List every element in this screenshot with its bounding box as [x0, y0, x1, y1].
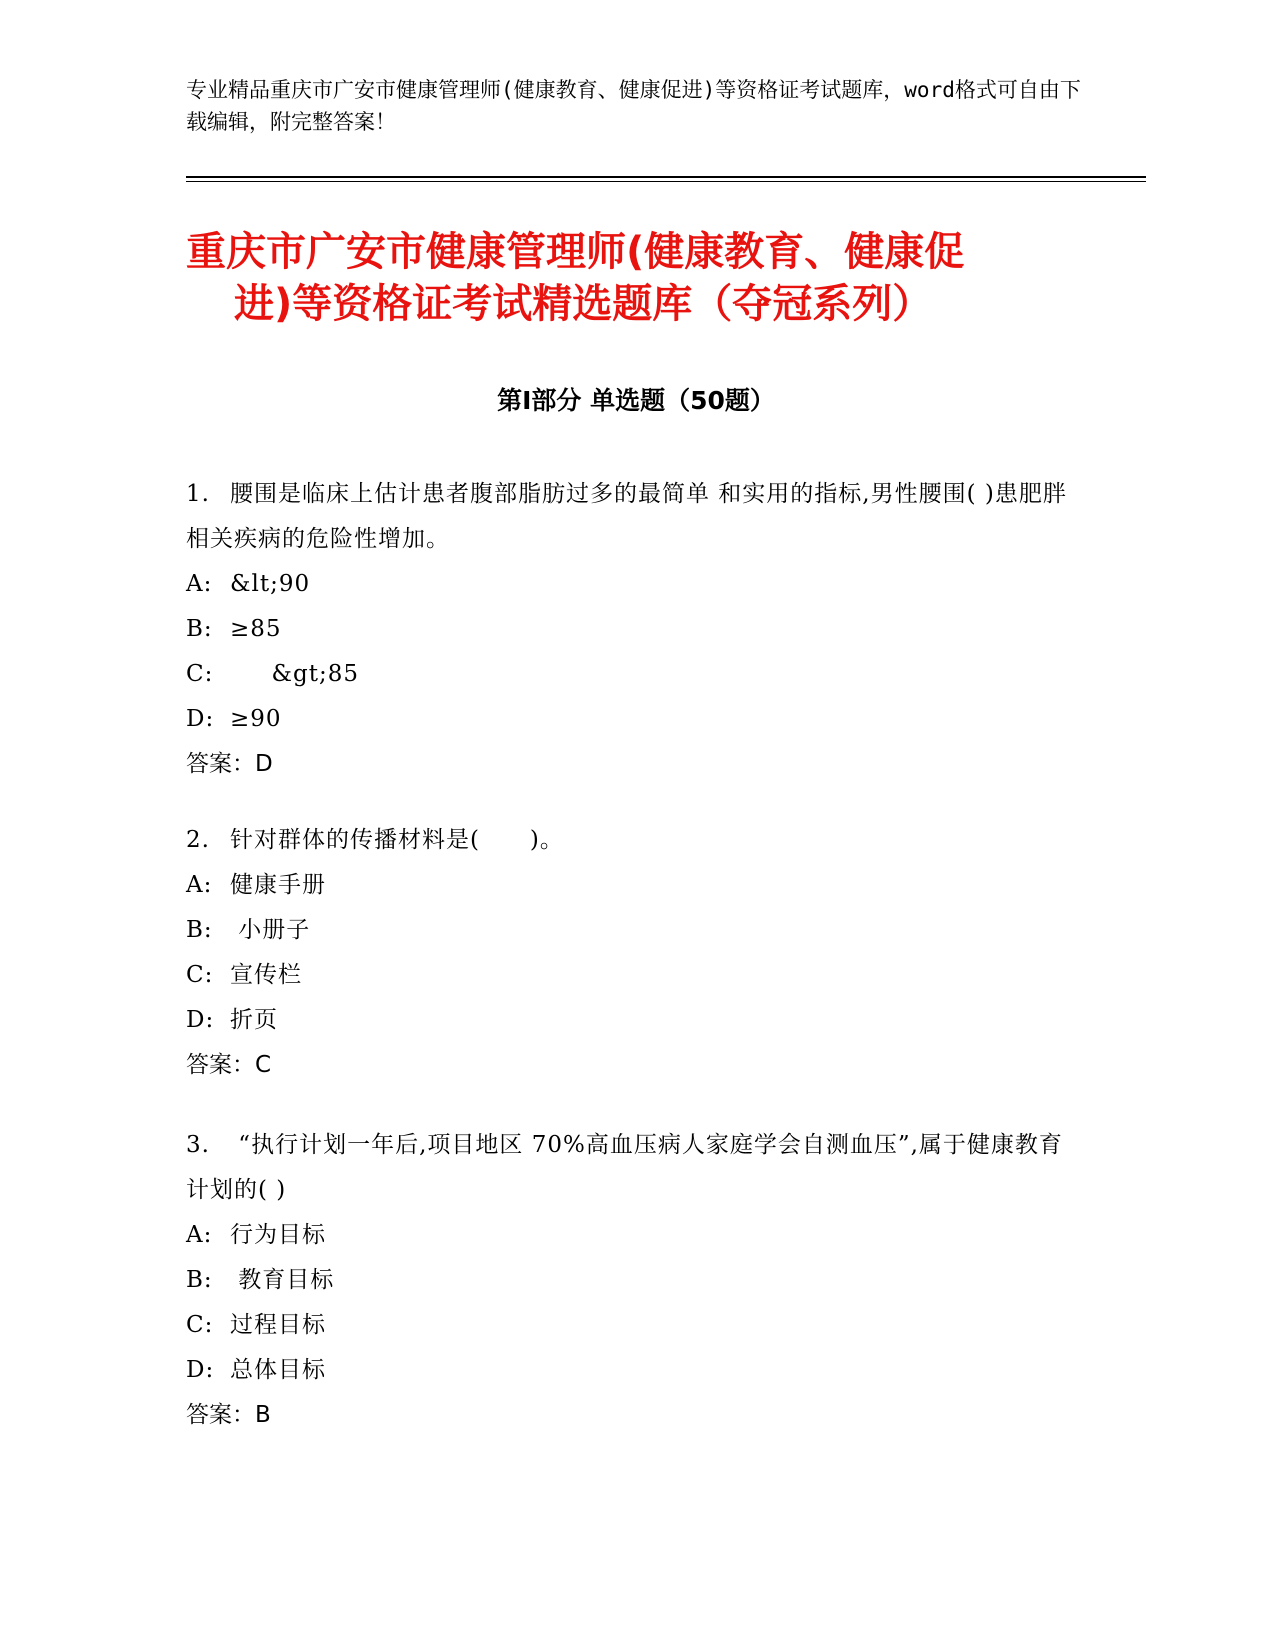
option-key: D: [186, 706, 215, 732]
option-key: B: [186, 616, 213, 642]
option-text: ≥90 [230, 706, 282, 732]
option-text: 折页 [230, 1007, 278, 1033]
option-b [186, 607, 1086, 652]
option-key: B: [186, 917, 213, 943]
option-c [186, 652, 1086, 697]
option-key: D: [186, 1357, 215, 1383]
option-key: C: [186, 962, 214, 988]
question-3 [186, 1123, 1086, 1438]
option-text: 宣传栏 [230, 962, 302, 988]
question-stem: “执行计划一年后,项目地区 70%高血压病人家庭学会自测血压”,属于健康教育计划的( ) [186, 1132, 1063, 1203]
option-c [186, 1303, 1086, 1348]
option-d [186, 998, 1086, 1043]
question-text [186, 818, 1086, 863]
option-text: 健康手册 [230, 872, 326, 898]
option-key: B: [186, 1267, 213, 1293]
title-line-1: 重庆市广安市健康管理师(健康教育、健康促 [186, 229, 965, 275]
option-key: C: [186, 1312, 214, 1338]
option-a [186, 863, 1086, 908]
question-number: 1. [186, 481, 210, 507]
option-text: &gt;85 [230, 661, 360, 687]
option-text: ≥85 [230, 616, 282, 642]
option-key: C: [186, 661, 214, 687]
option-key: A: [186, 1222, 213, 1248]
option-text: 教育目标 [230, 1267, 335, 1293]
header-note: 专业精品重庆市广安市健康管理师(健康教育、健康促进)等资格证考试题库，word格式可自由下载编辑，附完整答案！ [186, 78, 1081, 134]
option-text: 过程目标 [230, 1312, 326, 1338]
question-stem: 腰围是临床上估计患者腹部脂肪过多的最简单 和实用的指标,男性腰围( )患肥胖相关疾病的危险性增加。 [186, 481, 1067, 552]
option-b [186, 908, 1086, 953]
header-rule-thick [186, 176, 1146, 178]
option-key: D: [186, 1007, 215, 1033]
option-b [186, 1258, 1086, 1303]
section-title: 第Ⅰ部分 单选题（50题） [497, 386, 775, 415]
answer: 答案：B [186, 1402, 271, 1428]
document-title [186, 226, 1086, 330]
option-c [186, 953, 1086, 998]
title-line-2: 进)等资格证考试精选题库（夺冠系列） [234, 281, 933, 327]
question-1 [186, 472, 1086, 787]
answer: 答案：D [186, 751, 273, 777]
option-text: 总体目标 [230, 1357, 326, 1383]
option-d [186, 1348, 1086, 1393]
question-number: 3. [186, 1132, 210, 1158]
question-number: 2. [186, 827, 210, 853]
option-text: 小册子 [230, 917, 311, 943]
option-key: A: [186, 872, 213, 898]
option-a [186, 562, 1086, 607]
answer: 答案：C [186, 1052, 272, 1078]
option-a [186, 1213, 1086, 1258]
option-text: &lt;90 [230, 571, 311, 597]
option-d [186, 697, 1086, 742]
header-rule-thin [186, 181, 1146, 182]
question-text [186, 1123, 1086, 1213]
option-text: 行为目标 [230, 1222, 326, 1248]
question-stem: 针对群体的传播材料是( )。 [230, 827, 564, 853]
question-text [186, 472, 1086, 562]
question-2 [186, 818, 1086, 1088]
option-key: A: [186, 571, 213, 597]
